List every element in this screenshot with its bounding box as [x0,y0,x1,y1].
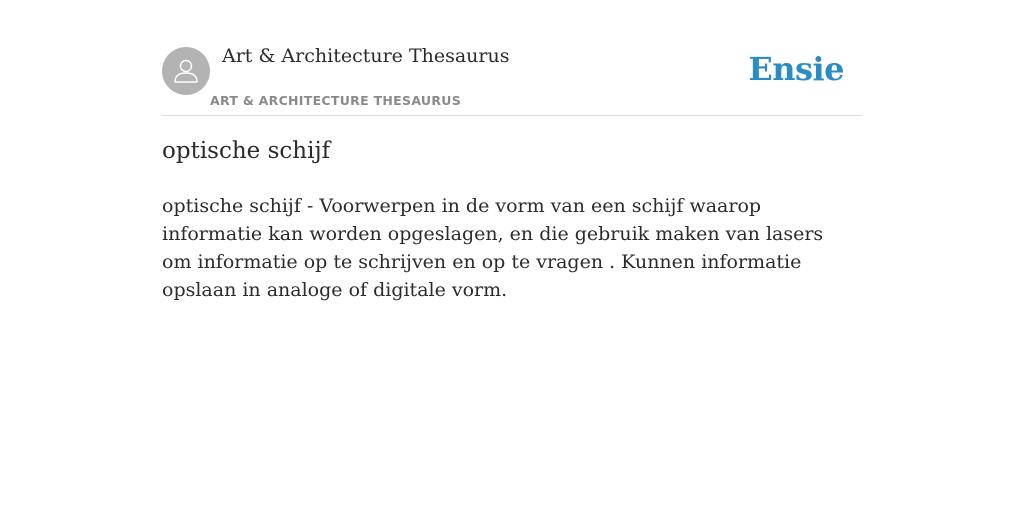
user-silhouette-icon [171,56,201,86]
definition-text: optische schijf - Voorwerpen in de vorm van een schijf waarop informatie kan worden opgeslagen, en die gebruik maken van lasers om informatie op te schrijven en op te vragen . Kunnen informatie opslaan in analoge of digitale vorm. [162,195,824,301]
brand-logo[interactable]: Ensie [748,50,844,88]
page-title: optische schijf [162,138,331,164]
source-caption[interactable]: ART & ARCHITECTURE THESAURUS [210,93,462,108]
avatar[interactable] [162,47,210,95]
header [162,40,862,116]
source-name[interactable]: Art & Architecture Thesaurus [222,45,510,67]
